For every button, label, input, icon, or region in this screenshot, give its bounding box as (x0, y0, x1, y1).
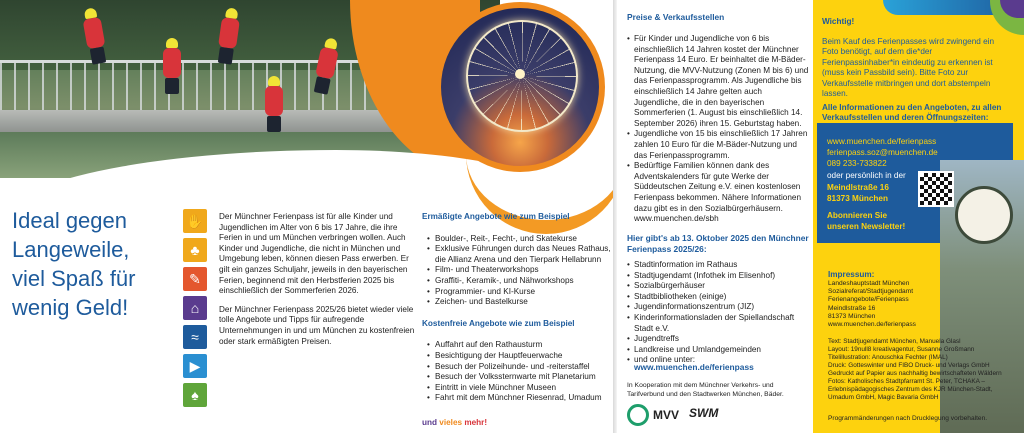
contact-phone[interactable]: 089 233-733822 (827, 159, 887, 168)
group-icon: ♣ (183, 238, 207, 262)
intro-paragraph: Der Münchner Ferienpass ist für alle Kinder und Jugendlichen im Alter von 6 bis 17 Jahre, die ihre Ferien in und um München verbringen wollen. Auch Kinder und Jugendliche, die nicht in München und Umgebung leben, können diesen Pass erwerben. Er gilt ein ganzes Schuljahr, jeweils in den bayerischen Ferien, beginnend mit den Herbstferien 2025 bis einschließlich der Sommerferien 2026. (219, 212, 409, 296)
clock-icon (955, 186, 1013, 244)
newsletter-line[interactable]: Abonnieren Sie (827, 211, 888, 220)
credits-block (828, 338, 1014, 402)
where-title: Hier gibt's ab 13. Oktober 2025 den Münchner Ferienpass 2025/26: (627, 233, 809, 254)
list-item: • Graffiti-, Keramik-, und Nähworkshops (429, 276, 617, 287)
headline (12, 206, 177, 322)
footer-note: Programmänderungen nach Drucklegung vorbehalten. (828, 415, 988, 422)
impressum-line: Sozialreferat/Stadtjugendamt (828, 288, 914, 296)
important-text: Beim Kauf des Ferienpasses wird zwingend ein Foto benötigt, auf dem die*der Ferienpassinhaber*in eindeutig zu erkennen ist (muss kein Passbild sein). Bitte Foto zur Verkaufsstelle mitbringen und dort abstempeln lassen. (822, 37, 995, 99)
list-item: • Fahrt mit dem Münchner Riesenrad, Umadum (429, 393, 617, 404)
impressum-line: www.muenchen.de/ferienpass (828, 321, 916, 329)
list-item: • Stadtbibliotheken (einige) (627, 292, 809, 303)
ferris-wheel-photo (441, 8, 599, 166)
newsletter-line[interactable]: unseren Newsletter! (827, 222, 906, 231)
free-list (422, 340, 617, 404)
list-item: • Film- und Theaterworkshops (429, 265, 617, 276)
list-item: • Jugendliche von 15 bis einschließlich 17 Jahren zahlen 10 Euro für die M-Bäder-Nutzung und das Ferienpassprogramm. (627, 129, 809, 161)
list-item: • Auffahrt auf den Rathausturm (429, 340, 617, 351)
cooperation-note: In Kooperation mit dem Münchner Verkehrs- und Tarifverbund und den Stadtwerken München, Bäder. (627, 382, 784, 398)
headline-line: Ideal gegen (12, 208, 127, 233)
offers-column (422, 212, 617, 429)
swm-logo: SWM (689, 406, 719, 420)
wheel-hub (515, 69, 525, 79)
list-item: • Jugendinformationszentrum (JIZ) (627, 302, 809, 313)
credits-line: Layout: 19null8 kreativagentur, Susanne Großmann (828, 346, 975, 353)
mvv-ring-icon (627, 404, 649, 426)
free-title: Kostenfreie Angebote wie zum Beispiel (422, 318, 575, 328)
qr-code-icon[interactable] (918, 171, 954, 207)
contact-personal: oder persönlich in der (827, 171, 906, 180)
list-item: • Sozialbürgerhäuser (627, 281, 809, 292)
mvv-logo (627, 404, 679, 426)
hand-icon: ✋ (183, 209, 207, 233)
list-item: • Besuch der Polizeihunde- und -reiterstaffel (429, 362, 617, 373)
info-title: Alle Informationen zu den Angeboten, zu allen Verkaufsstellen und deren Öffnungszeiten: (822, 103, 1002, 123)
list-item: • Besuch der Volkssternwarte mit Planetarium (429, 372, 617, 383)
jumper-figure (163, 48, 181, 78)
contact-street: Meindlstraße 16 (827, 183, 889, 192)
where-list (627, 260, 809, 366)
discounted-list (422, 234, 617, 308)
mvv-logo-text: MVV (653, 408, 680, 422)
list-item: • Zeichen- und Bastelkurse (429, 297, 617, 308)
list-item: • Bedürftige Familien können dank des Adventskalenders für gute Werke der Süddeutschen Zeitung e.V. einen kostenlosen Ferienpass bekommen. Nähere Informationen dazu gibt es in den Sozialbürgerhäusern. www.muenchen.de/sbh (627, 161, 809, 225)
list-item: • Programmier- und KI-Kurse (429, 287, 617, 298)
paint-icon: ✎ (183, 267, 207, 291)
headline-line: Langeweile, (12, 237, 130, 262)
impressum-line: 81373 München (828, 312, 876, 320)
intro-paragraph: Der Münchner Ferienpass 2025/26 bietet wieder viele tolle Angebote und Tipps für aufregende Unternehmungen in und um München zu kostenfreien oder stark ermäßigten Preisen. (219, 304, 415, 346)
cinema-icon: ▶ (183, 354, 207, 378)
credits-line: Fotos: Katholisches Stadtpfarramt St. Peter, TCHAKA – Erlebnispädagogisches Zentrum des KJR München-Stadt, Umadum GmbH, Magic Bavaria GmbH (828, 378, 993, 401)
museum-icon: ⌂ (183, 296, 207, 320)
credits-line: Druck: Gotteswinter und FIBO Druck- und Verlags GmbH (828, 362, 990, 369)
contact-web[interactable]: www.muenchen.de/ferienpass (827, 137, 937, 146)
headline-line: wenig Geld! (12, 295, 129, 320)
prices-list (627, 34, 809, 225)
tagline-word: und (422, 417, 438, 427)
list-item: • Exklusive Führungen durch das Neues Rathaus, die Allianz Arena und den Tierpark Hellabrunn (429, 244, 617, 265)
headline-line: viel Spaß für (12, 266, 136, 291)
tree-icon: ♠ (183, 383, 207, 407)
credits-line: Text: Stadtjugendamt München, Manuela Glasl (828, 338, 961, 345)
list-item: • und online unter: (627, 355, 809, 366)
impressum-line: Ferienangebote/Ferienpass (828, 296, 909, 304)
list-item: • Landkreise und Umlandgemeinden (627, 345, 809, 356)
impressum-title: Impressum: (828, 270, 875, 279)
jumper-figure (265, 86, 283, 116)
list-item: • Besichtigung der Hauptfeuerwache (429, 351, 617, 362)
impressum-block (828, 280, 946, 329)
impressum-line: Meindlstraße 16 (828, 304, 876, 312)
tagline (422, 418, 617, 429)
list-item: • Boulder-, Reit-, Fecht-, und Skatekurse (429, 234, 617, 245)
credits-line: Gedruckt auf Papier aus nachhaltig bewirtschafteten Wäldern (828, 370, 1002, 377)
contact-city: 81373 München (827, 194, 888, 203)
list-item: • Kinderinformationsladen der Spiellandschaft Stadt e.V. (627, 313, 809, 334)
impressum-line: Landeshauptstadt München (828, 280, 910, 287)
intro-text (219, 212, 419, 355)
tagline-word: mehr! (464, 417, 488, 427)
list-item: • Stadtinformation im Rathaus (627, 260, 809, 271)
ferienpass-link[interactable]: www.muenchen.de/ferienpass (634, 362, 754, 372)
list-item: • Eintritt in viele Münchner Museen (429, 383, 617, 394)
tagline-word: vieles (439, 417, 463, 427)
credits-line: Titelillustration: Anouschka Fechter (IMAL) (828, 354, 948, 361)
list-item: • Für Kinder und Jugendliche von 6 bis einschließlich 14 Jahren kostet der Münchner Ferienpass 14 Euro. Er beinhaltet die M-Bäder-Nutzung, die MVV-Nutzung (Zonen M bis 6) und das Ferienpassprogramm. Als Jugendliche bis einschließlich 14 Jahre gelten auch Jugendliche, die in den bayerischen Sommerferien (1. August bis einschließlich 14. September 2026) ihren 15. Geburtstag haben. (627, 34, 809, 129)
discounted-title: Ermäßigte Angebote wie zum Beispiel (422, 212, 570, 221)
important-title: Wichtig! (822, 17, 855, 26)
list-item: • Stadtjugendamt (Infothek im Elisenhof) (627, 271, 809, 282)
list-item: • Jugendtreffs (627, 334, 809, 345)
activity-icons (183, 209, 209, 412)
prices-panel (617, 0, 813, 433)
contact-email[interactable]: ferienpass.soz@muenchen.de (827, 148, 938, 157)
pool-icon: ≈ (183, 325, 207, 349)
prices-title: Preise & Verkaufsstellen (627, 12, 725, 22)
